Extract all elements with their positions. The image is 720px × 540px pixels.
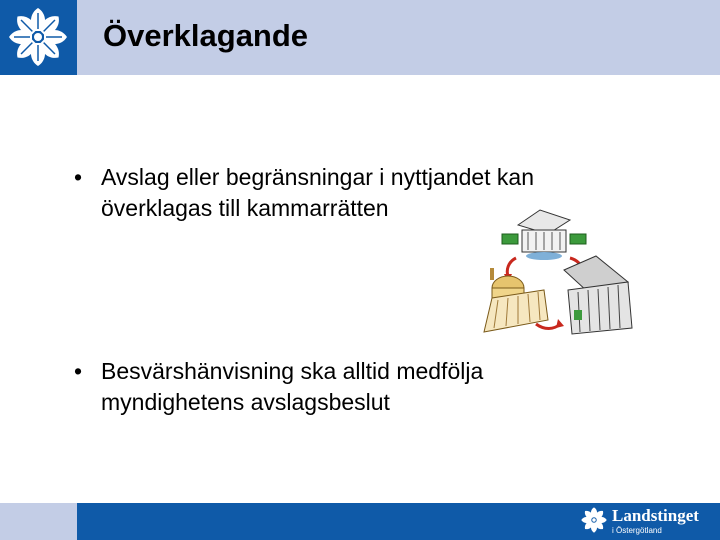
top-courthouse-icon: [502, 210, 586, 260]
bullet-text: Avslag eller begränsningar i nyttjandet kan överklagas till kammarrätten: [101, 164, 535, 221]
footer-brand-name: Landstinget: [612, 506, 699, 525]
courthouses-appeal-clipart: [478, 200, 638, 340]
slide-title: Överklagande: [103, 18, 309, 53]
footer-left-block: [0, 503, 77, 540]
bullet-marker: •: [74, 358, 83, 384]
footer-snowflake-logo-icon: [580, 506, 608, 534]
footer-brand-subtitle: i Östergötland: [612, 526, 662, 535]
bullet-text: Besvärshänvisning ska alltid medfölja myndighetens avslagsbeslut: [101, 358, 484, 415]
bullet-marker: •: [74, 164, 83, 190]
capitol-dome-icon: [484, 268, 548, 332]
right-courthouse-icon: [564, 256, 632, 334]
